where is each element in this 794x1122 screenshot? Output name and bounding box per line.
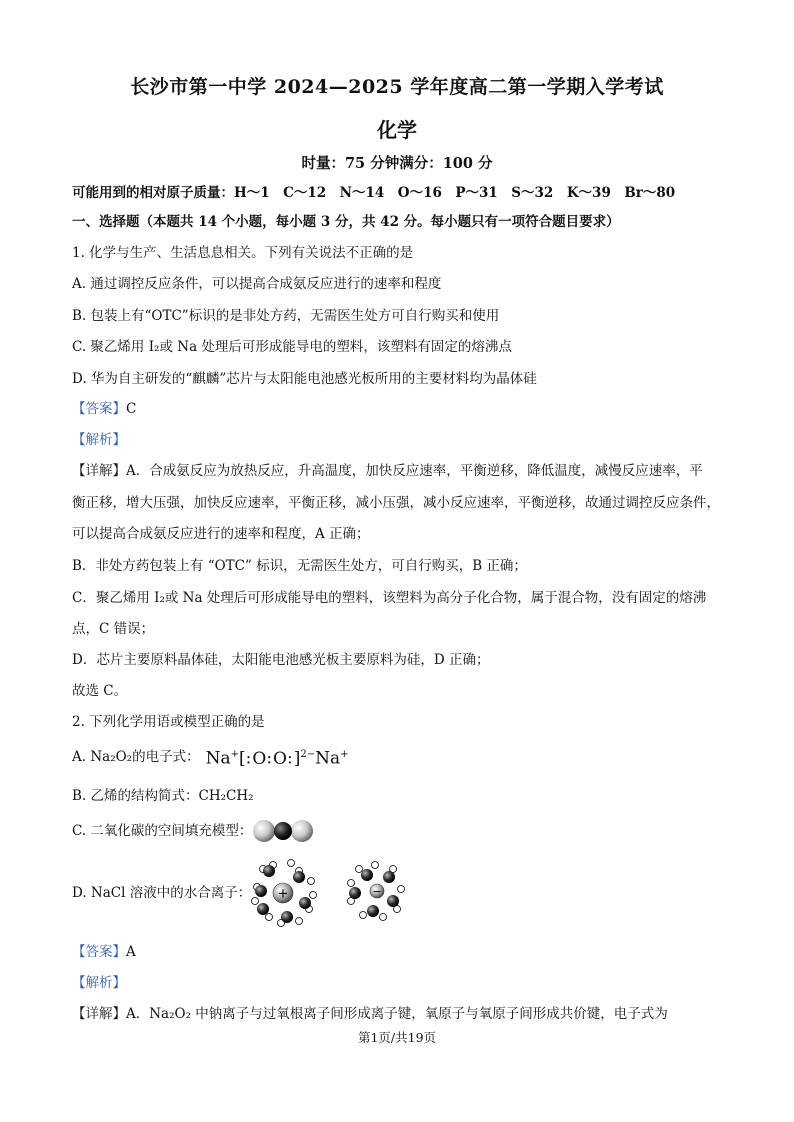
- formula-o-2: O: [273, 748, 287, 769]
- formula-na-1: Na: [205, 748, 231, 769]
- q1-detail-5: C．聚乙烯用 I₂或 Na 处理后可形成能导电的塑料，该塑料为高分子化合物，属于混合物，没有固定的熔沸: [72, 590, 707, 606]
- q2-detail: 【详解】A．Na₂O₂ 中钠离子与过氧根离子间形成离子键，氧原子与氧原子间形成共价键，电子式为: [72, 1006, 668, 1022]
- formula-na-1-charge: +: [230, 749, 239, 761]
- q2-answer: [72, 942, 732, 962]
- exam-title: 长沙市第一中学 2024—2025 学年度高二第一学期入学考试: [130, 76, 664, 98]
- q2-option-d-text: D. NaCl 溶液中的水合离子：: [72, 885, 252, 901]
- q1-detail-6: 点，C 错误；: [72, 621, 155, 637]
- q2-option-a: [72, 744, 732, 770]
- answer-value: C: [126, 401, 137, 417]
- formula-na-2-charge: +: [340, 749, 349, 761]
- hydrated-ions-figure: [251, 859, 421, 927]
- co2-space-filling-model: [252, 819, 314, 843]
- q1-detail-1: 【详解】A．合成氨反应为放热反应，升高温度，加快反应速率，平衡逆移，降低温度，减慢反应速率，平: [72, 463, 703, 479]
- q2-option-c-text: C. 二氧化碳的空间填充模型：: [72, 823, 253, 839]
- q1-detail-8: 故选 C。: [72, 683, 128, 699]
- q1-detail-2: 衡正移，增大压强，加快反应速率，平衡正移，减小压强，减小反应速率，平衡逆移，故通过调控反应条件，: [72, 495, 720, 511]
- cl-ion-cluster: [348, 862, 405, 921]
- page-footer: 第1页/共19页: [357, 1030, 437, 1045]
- cation-sign: +: [277, 886, 289, 902]
- section-heading: 一、选择题（本题共 14 个小题，每小题 3 分，共 42 分。每小题只有一项符合题目要求）: [72, 214, 620, 230]
- atomic-masses: 可能用到的相对原子质量：H～1 C～12 N～14 O～16 P～31 S～32 K～39 Br～80: [72, 185, 676, 201]
- answer-value: A: [126, 944, 136, 960]
- q2-option-c: [72, 818, 732, 844]
- formula-na-2: Na: [315, 748, 341, 769]
- formula-peroxide-charge: 2−: [300, 749, 316, 761]
- q1-analysis-label: 【解析】: [72, 432, 126, 448]
- q1-detail-3: 可以提高合成氨反应进行的速率和程度，A 正确；: [72, 526, 370, 542]
- formula-o-1: O: [252, 748, 267, 769]
- q1-answer: [72, 399, 732, 419]
- subject-title: 化学: [377, 118, 417, 142]
- q1-detail-7: D．芯片主要原料晶体硅，太阳能电池感光板主要原料为硅，D 正确；: [72, 652, 490, 668]
- answer-label: 【答案】: [72, 944, 126, 960]
- q1-option-b: B. 包装上有“OTC”标识的是非处方药，无需医生处方可自行购买和使用: [72, 308, 500, 324]
- anion-sign: −: [372, 885, 382, 898]
- q1-stem: 1. 化学与生产、生活息息相关。下列有关说法不正确的是: [72, 245, 414, 261]
- time-info: 时量：75 分钟满分：100 分: [301, 155, 493, 172]
- na-ion-cluster: [252, 860, 317, 927]
- q2-option-d: [72, 858, 732, 928]
- q1-detail-4: B．非处方药包装上有 “OTC” 标识，无需医生处方，可自行购买，B 正确；: [72, 558, 527, 574]
- q2-stem: 2. 下列化学用语或模型正确的是: [72, 714, 265, 730]
- electron-formula: Na+[:O:O:]$^{2-}$Na+: [205, 748, 349, 769]
- q2-analysis-label: 【解析】: [72, 975, 126, 991]
- q1-option-d: D. 华为自主研发的“麒麟”芯片与太阳能电池感光板所用的主要材料均为晶体硅: [72, 371, 537, 387]
- q2-option-b: B. 乙烯的结构简式：CH₂CH₂: [72, 788, 254, 804]
- answer-label: 【答案】: [72, 401, 126, 417]
- q2-option-a-text: A. Na₂O₂的电子式：: [72, 749, 200, 765]
- q1-option-a: A. 通过调控反应条件，可以提高合成氨反应进行的速率和程度: [72, 276, 442, 292]
- q1-option-c: C. 聚乙烯用 I₂或 Na 处理后可形成能导电的塑料，该塑料有固定的熔沸点: [72, 339, 512, 355]
